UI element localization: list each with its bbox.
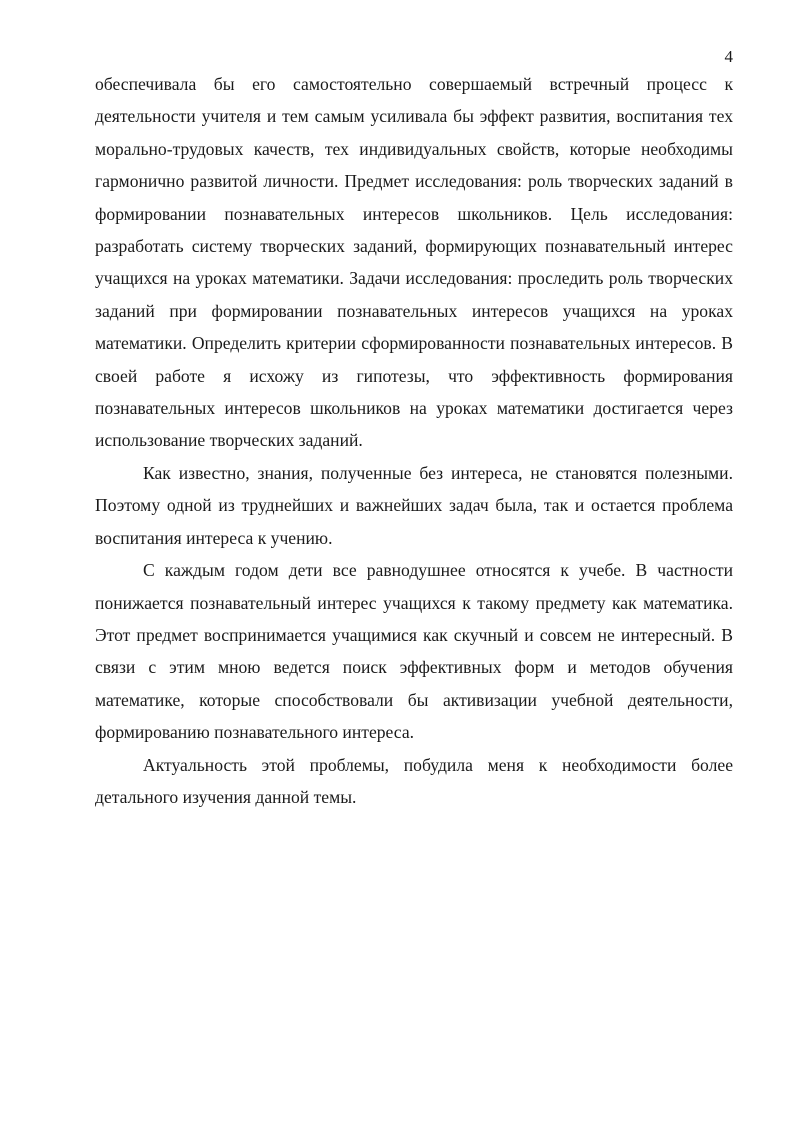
paragraph-knowledge-interest: Как известно, знания, полученные без интереса, не становятся полезными. Поэтому одной из труднейших и важнейших задач была, так и остается проблема воспитания интереса к учению. bbox=[95, 462, 733, 548]
paragraph-continuation: обеспечивала бы его самостоятельно совершаемый встречный процесс к деятельности учителя и тем самым усиливала бы эффект развития, воспитания тех морально-трудовых качеств, тех индивидуальных свойств, которые необходимы гармонично развитой личности. Предмет исследования: роль творческих заданий в формировании познавательных интересов школьников. Цель исследования: разработать систему творческих заданий, формирующих познавательный интерес учащихся на уроках математики. Задачи исследования: проследить роль творческих заданий при формировании познавательных интересов учащихся на уроках математики. Определить критерии сформированности познавательных интересов. В своей работе я исхожу из гипотезы, что эффективность формирования познавательных интересов школьников на уроках математики достигается через использование творческих заданий. bbox=[95, 74, 733, 451]
paragraph-student-indifference: С каждым годом дети все равнодушнее относятся к учебе. В частности понижается познавательный интерес учащихся к такому предмету как математика. Этот предмет воспринимается учащимися как скучный и совсем не интересный. В связи с этим мною ведется поиск эффективных форм и методов обучения математике, которые способствовали бы активизации учебной деятельности, формированию познавательного интереса. bbox=[95, 560, 733, 743]
paragraph-relevance: Актуальность этой проблемы, побудила меня к необходимости более детального изучения данной темы. bbox=[95, 754, 733, 807]
document-body bbox=[95, 68, 733, 813]
page-number: 4 bbox=[724, 47, 733, 66]
